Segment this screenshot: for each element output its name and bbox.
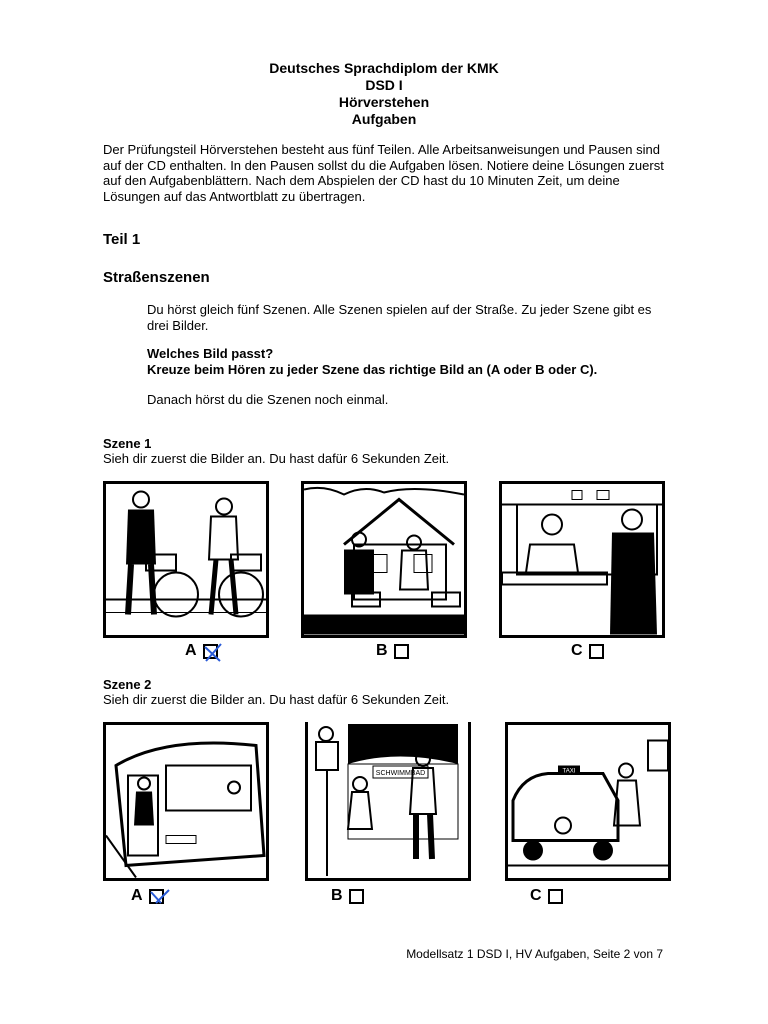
schwimmbad-sign: SCHWIMMBAD bbox=[375, 770, 426, 777]
checkbox[interactable] bbox=[589, 644, 604, 659]
scene2-title: Szene 2 bbox=[103, 677, 152, 692]
scene1-image-b bbox=[301, 481, 467, 638]
checkbox[interactable] bbox=[548, 889, 563, 904]
scene2-image-c bbox=[505, 722, 671, 881]
scene1-text: Sieh dir zuerst die Bilder an. Du hast dafür 6 Sekunden Zeit. bbox=[103, 451, 450, 466]
repeat-note: Danach hörst du die Szenen noch einmal. bbox=[147, 392, 389, 407]
document-header bbox=[0, 60, 768, 128]
header-part: Hörverstehen bbox=[338, 94, 430, 110]
question-instruction: Kreuze beim Hören zu jeder Szene das richtige Bild an (A oder B oder C). bbox=[147, 362, 598, 377]
header-subtitle: DSD I bbox=[365, 77, 403, 93]
scene2-text: Sieh dir zuerst die Bilder an. Du hast dafür 6 Sekunden Zeit. bbox=[103, 692, 450, 707]
scene1-title: Szene 1 bbox=[103, 436, 152, 451]
scene2-image-a bbox=[103, 722, 269, 881]
scene1-option-c[interactable] bbox=[571, 642, 604, 660]
option-label: A bbox=[131, 887, 143, 904]
scene2-option-b[interactable] bbox=[331, 887, 364, 905]
checkbox[interactable] bbox=[349, 889, 364, 904]
scene2-option-a[interactable] bbox=[131, 887, 164, 905]
scene1-image-a bbox=[103, 481, 269, 638]
option-label: B bbox=[376, 642, 388, 659]
scene1-image-c bbox=[499, 481, 665, 638]
taxi-sign: TAXI bbox=[562, 768, 576, 775]
header-title: Deutsches Sprachdiplom der KMK bbox=[269, 60, 499, 76]
instructions-text: Du hörst gleich fünf Szenen. Alle Szenen spielen auf der Straße. Zu jeder Szene gibt es drei Bilder. bbox=[147, 302, 652, 333]
checkbox-checked[interactable] bbox=[203, 644, 218, 659]
checkbox[interactable] bbox=[394, 644, 409, 659]
scene2-image-b bbox=[305, 722, 471, 881]
scene1-option-b[interactable] bbox=[376, 642, 409, 660]
page-footer: Modellsatz 1 DSD I, HV Aufgaben, Seite 2 von 7 bbox=[406, 947, 663, 961]
section-title: Straßenszenen bbox=[103, 269, 210, 286]
check-mark-icon bbox=[202, 642, 224, 664]
scene2-option-c[interactable] bbox=[530, 887, 563, 905]
option-label: A bbox=[185, 642, 197, 659]
check-mark-icon bbox=[148, 887, 170, 909]
option-label: C bbox=[571, 642, 583, 659]
scene1-option-a[interactable] bbox=[185, 642, 218, 660]
option-label: C bbox=[530, 887, 542, 904]
teil-heading: Teil 1 bbox=[103, 231, 141, 248]
checkbox-checked[interactable] bbox=[149, 889, 164, 904]
option-label: B bbox=[331, 887, 343, 904]
intro-paragraph: Der Prüfungsteil Hörverstehen besteht aus fünf Teilen. Alle Arbeitsanweisungen und Pausen sind auf der CD enthalten. In den Pausen sollst du die Aufgaben lösen. Notiere deine Lösungen zuerst auf den Aufgabenblättern. Nach dem Abspielen der CD hast du 10 Minuten Zeit, um deine Lösungen auf das Antwortblatt zu übertragen. bbox=[103, 142, 664, 204]
question-heading: Welches Bild passt? bbox=[147, 346, 274, 361]
header-type: Aufgaben bbox=[351, 111, 417, 127]
